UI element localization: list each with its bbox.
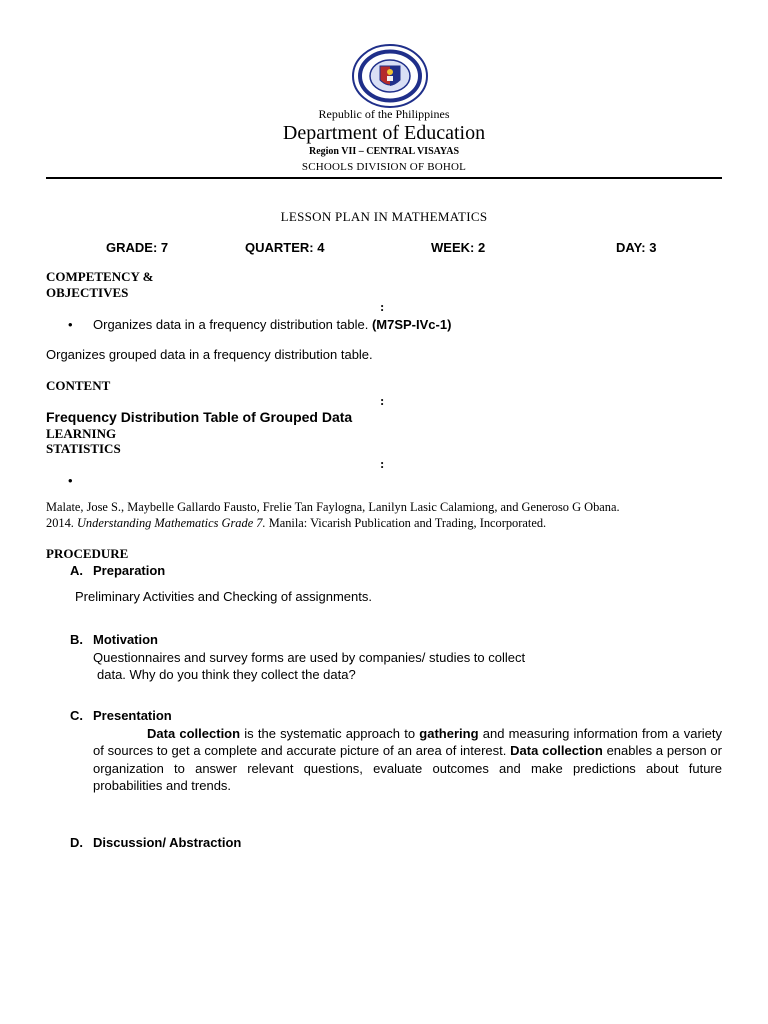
objective-text: Organizes grouped data in a frequency distribution table. <box>46 347 373 362</box>
presentation-text-2: and measuring information from a variety of sources to get a complete and accurate picture of an area of interest. <box>93 726 723 759</box>
procedure-label: PROCEDURE <box>46 546 129 561</box>
section-a-marker: A. <box>70 563 83 578</box>
competency-colon: : <box>380 299 385 314</box>
section-a-title: Preparation <box>93 563 166 578</box>
day-label: DAY: 3 <box>616 240 657 255</box>
section-a-text: Preliminary Activities and Checking of assignments. <box>75 589 372 604</box>
division-line: SCHOOLS DIVISION OF BOHOL <box>301 161 467 173</box>
learning-colon: : <box>380 456 385 471</box>
section-c-title: Presentation <box>93 708 172 723</box>
section-b-marker: B. <box>70 632 83 647</box>
header-divider <box>46 177 722 179</box>
section-b-title: Motivation <box>93 632 158 647</box>
competency-item-text: Organizes data in a frequency distribution table. <box>93 317 372 332</box>
section-b-line-1: Questionnaires and survey forms are used by companies/ studies to collect <box>93 650 526 665</box>
grade-label: GRADE: 7 <box>106 240 169 255</box>
competency-code: (M7SP-IVc-1) <box>371 317 452 332</box>
section-b-line-2: data. Why do you think they collect the data? <box>97 667 356 682</box>
objectives-label: OBJECTIVES <box>46 285 129 300</box>
deped-seal-logo <box>351 44 429 108</box>
section-d-marker: D. <box>70 835 83 850</box>
statistics-label: STATISTICS <box>46 441 121 456</box>
reference-publisher: Manila: Vicarish Publication and Trading, Incorporated. <box>265 516 547 530</box>
presentation-text-1: is the systematic approach to <box>240 726 420 741</box>
term-gathering: gathering <box>419 726 479 741</box>
quarter-label: QUARTER: 4 <box>245 240 325 255</box>
section-c-paragraph <box>93 725 722 795</box>
competency-bullet: • <box>68 317 73 332</box>
republic-line: Republic of the Philippines <box>318 107 450 121</box>
department-title: Department of Education <box>282 122 486 144</box>
reference-book-title: Understanding Mathematics Grade 7. <box>76 516 266 530</box>
lesson-plan-title: LESSON PLAN IN MATHEMATICS <box>280 209 488 224</box>
region-line: Region VII – CENTRAL VISAYAS <box>308 146 460 157</box>
content-topic: Frequency Distribution Table of Grouped Data <box>46 409 353 425</box>
week-label: WEEK: 2 <box>431 240 486 255</box>
competency-item <box>93 317 451 332</box>
reference-line-2 <box>46 516 546 531</box>
competency-label: COMPETENCY & <box>46 269 154 284</box>
content-colon: : <box>380 393 385 408</box>
reference-line-1: Malate, Jose S., Maybelle Gallardo Fausto, Frelie Tan Faylogna, Lanilyn Lasic Calamiong, and Generoso G Obana. <box>46 500 620 514</box>
presentation-text-3: enables a person or organization to answer relevant questions, evaluate outcomes and make predictions about future probabilities and trends. <box>93 743 722 794</box>
learning-bullet: • <box>68 473 73 488</box>
learning-label: LEARNING <box>46 426 117 441</box>
term-data-collection: Data collection <box>147 726 241 741</box>
reference-year: 2014. <box>46 516 77 530</box>
section-c-marker: C. <box>70 708 83 723</box>
content-label: CONTENT <box>46 378 111 393</box>
section-d-title: Discussion/ Abstraction <box>93 835 242 850</box>
term-data-collection-2: Data collection <box>510 743 603 759</box>
